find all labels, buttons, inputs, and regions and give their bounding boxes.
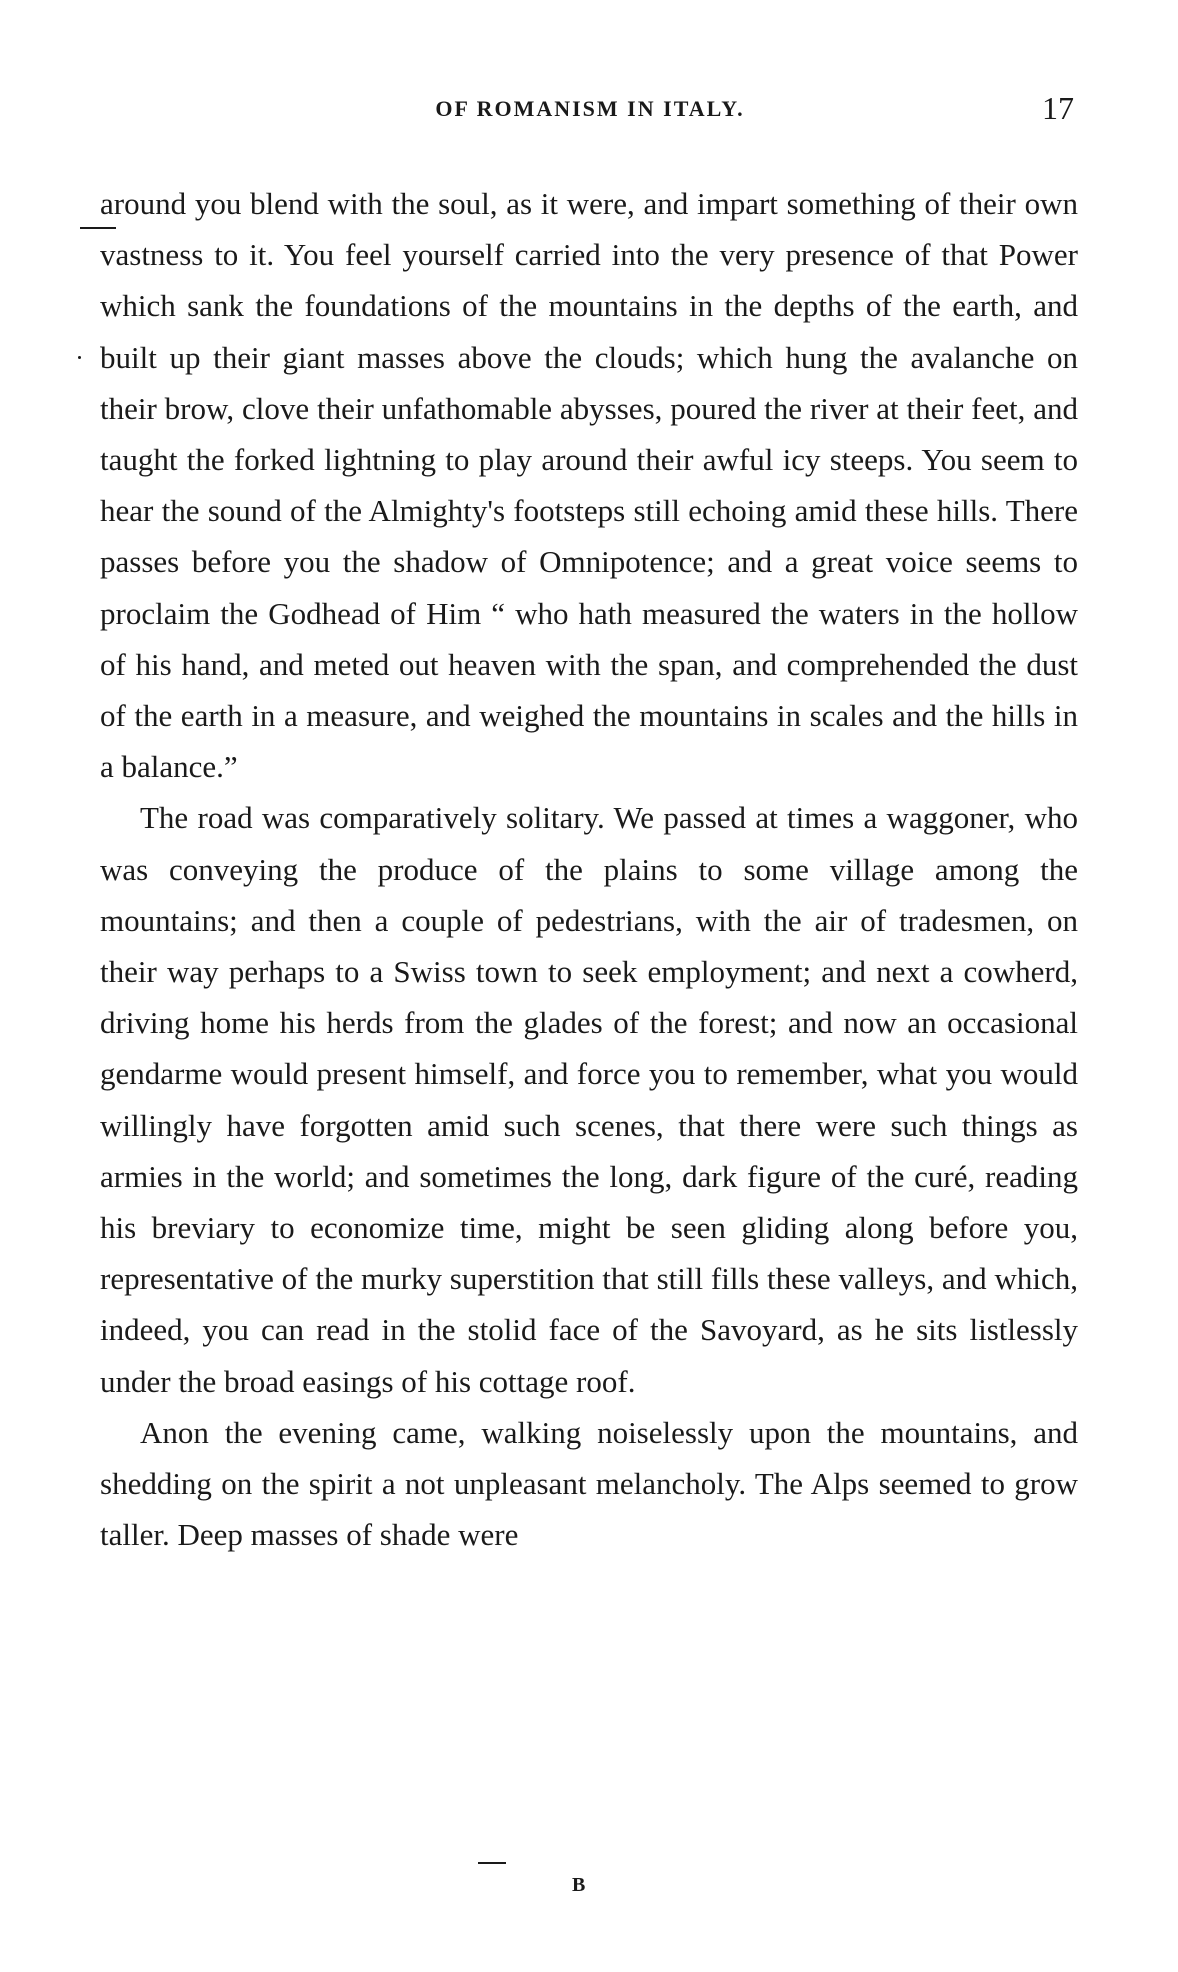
paragraph-evening: Anon the evening came, walking noiselessly upon the mountains, and shedding on the spirit a not unpleasant melancholy. The Alps seemed to grow taller. Deep masses of shade were (100, 1414, 1078, 1553)
page-header (100, 90, 1080, 136)
paragraph-continuation: around you blend with the soul, as it were, and impart something of their own vastness to it. You feel yourself carried into the very presence of that Power which sank the foundations of the mountains in the depths of the earth, and built up their giant masses above the clouds; which hung the avalanche on their brow, clove their unfathomable abysses, poured the river at their feet, and taught the forked lightning to play around their awful icy steeps. You seem to hear the sound of the Almighty's footsteps still echoing amid these hills. There passes before you the shadow of Omnipotence; and a great voice seems to proclaim the Godhead of Him “ who hath measured the waters in the hollow of his hand, and meted out heaven with the span, and comprehended the dust of the earth in a measure, and weighed the mountains in scales and the hills in a balance.” (100, 186, 1078, 785)
running-head: OF ROMANISM IN ITALY. (435, 96, 745, 121)
margin-mark-dot (78, 356, 81, 359)
signature-mark: B (572, 1874, 586, 1896)
body-text (100, 178, 1078, 1560)
paragraph-road: The road was comparatively solitary. We passed at times a waggoner, who was conveying the produce of the plains to some village among the mountains; and then a couple of pedestrians, with the air of tradesmen, on their way perhaps to a Swiss town to seek employment; and next a cowherd, driving home his herds from the glades of the forest; and now an occasional gendarme would present himself, and force you to remember, what you would willingly have forgotten amid such scenes, that there were such things as armies in the world; and sometimes the long, dark figure of the curé, reading his breviary to economize time, might be seen gliding along before you, representative of the murky superstition that still fills these valleys, and which, indeed, you can read in the stolid face of the Savoyard, as he sits listlessly under the broad easings of his cottage roof. (100, 800, 1078, 1399)
footer-rule (478, 1862, 506, 1864)
page-number: 17 (1042, 90, 1074, 126)
